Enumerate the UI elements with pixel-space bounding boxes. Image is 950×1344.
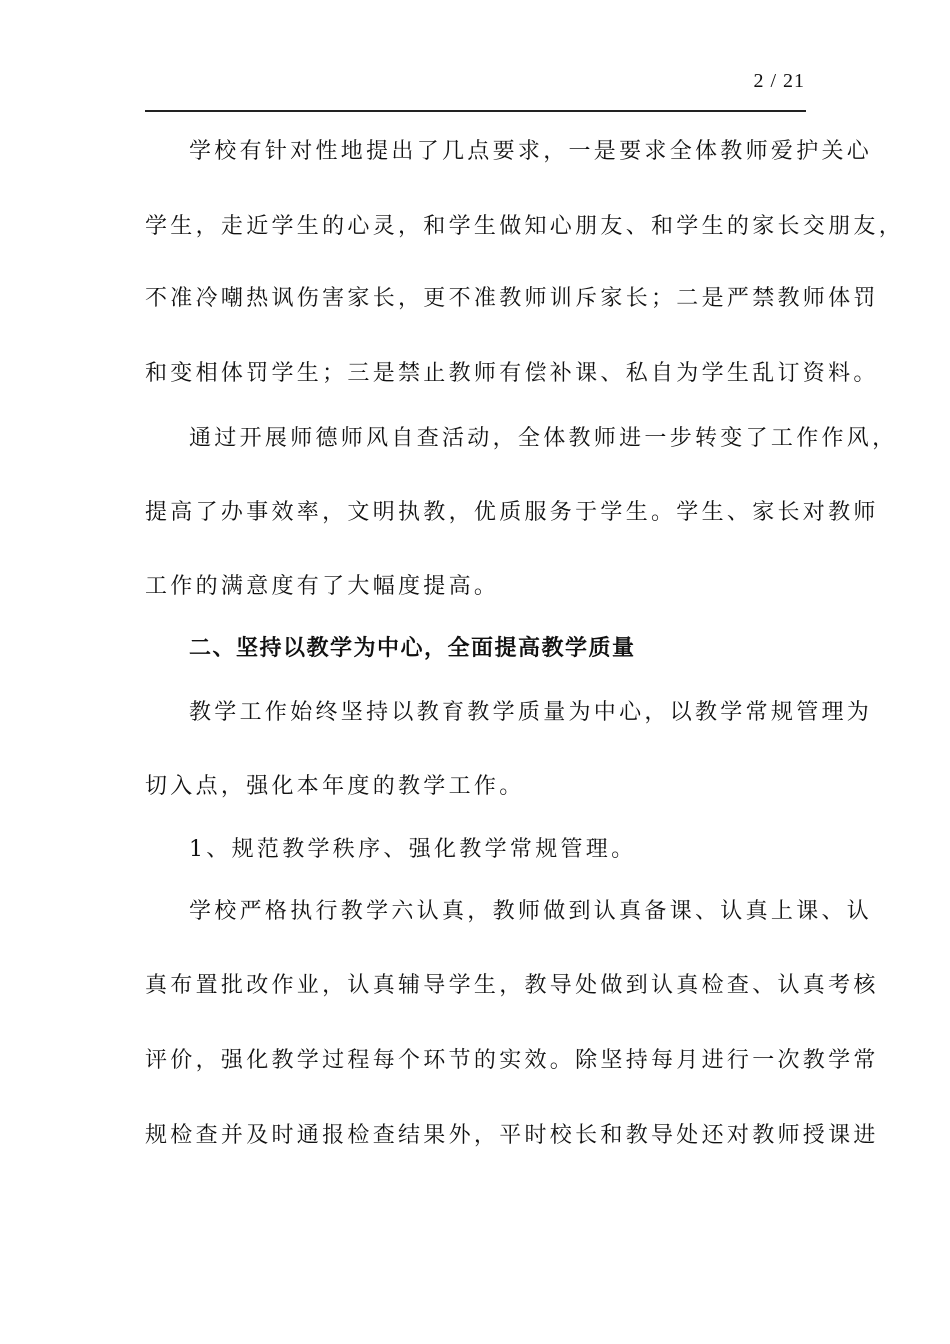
paragraph-line: 学生，走近学生的心灵，和学生做知心朋友、和学生的家长交朋友， <box>145 214 905 239</box>
paragraph-line: 学校严格执行教学六认真，教师做到认真备课、认真上课、认 <box>189 899 873 924</box>
paragraph-line: 切入点，强化本年度的教学工作。 <box>145 774 525 799</box>
paragraph-line: 提高了办事效率，文明执教，优质服务于学生。学生、家长对教师 <box>145 500 879 525</box>
paragraph-line: 真布置批改作业，认真辅导学生，教导处做到认真检查、认真考核 <box>145 973 879 998</box>
subsection-heading: 1、规范教学秩序、强化教学常规管理。 <box>189 837 637 862</box>
page-number: 2 / 21 <box>753 70 805 92</box>
paragraph-line: 评价，强化教学过程每个环节的实效。除坚持每月进行一次教学常 <box>145 1048 879 1073</box>
paragraph-line: 工作的满意度有了大幅度提高。 <box>145 574 500 599</box>
paragraph-line: 不准冷嘲热讽伤害家长，更不准教师训斥家长；二是严禁教师体罚 <box>145 286 879 311</box>
paragraph-line: 学校有针对性地提出了几点要求，一是要求全体教师爱护关心 <box>189 139 873 164</box>
section-heading: 二、坚持以教学为中心，全面提高教学质量 <box>189 636 636 661</box>
paragraph-line: 和变相体罚学生；三是禁止教师有偿补课、私自为学生乱订资料。 <box>145 361 879 386</box>
paragraph-line: 通过开展师德师风自查活动，全体教师进一步转变了工作作风， <box>189 426 898 451</box>
paragraph-line: 规检查并及时通报检查结果外，平时校长和教导处还对教师授课进 <box>145 1123 879 1148</box>
paragraph-line: 教学工作始终坚持以教育教学质量为中心，以教学常规管理为 <box>189 700 873 725</box>
